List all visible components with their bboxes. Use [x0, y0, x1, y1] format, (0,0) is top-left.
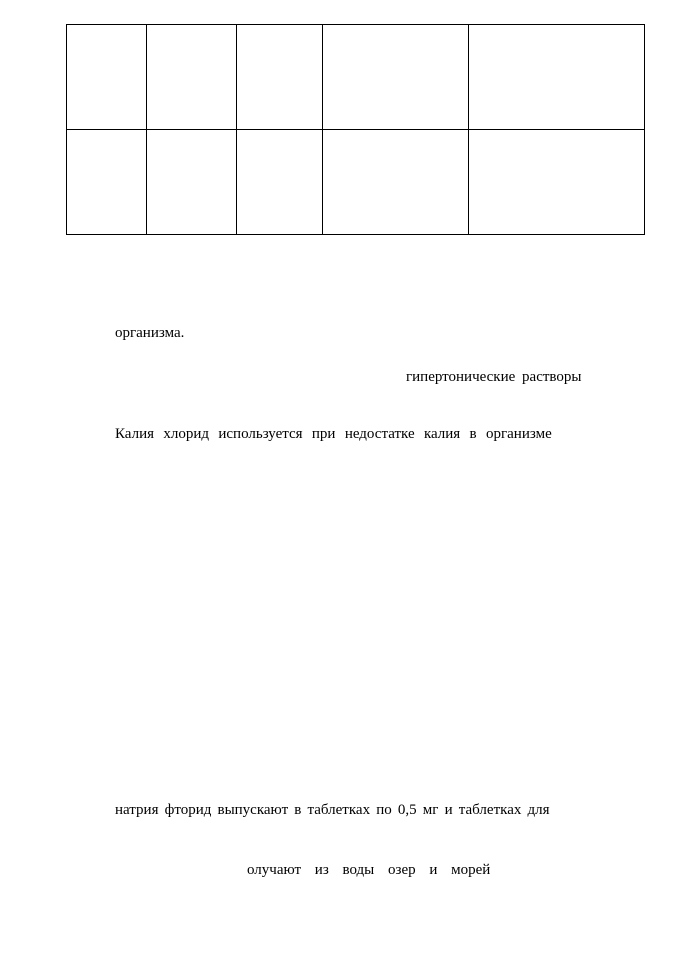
text-line-potassium-chloride: Калия хлорид используется при недостатке калия в организме — [115, 426, 552, 442]
table-cell — [147, 130, 237, 235]
table-row — [67, 25, 645, 130]
empty-table — [66, 24, 645, 235]
table-cell — [323, 25, 469, 130]
table-cell — [237, 130, 323, 235]
table-row — [67, 130, 645, 235]
text-line-hypertonic-solutions: гипертонические растворы — [406, 369, 582, 385]
table-cell — [323, 130, 469, 235]
text-line-sodium-fluoride: натрия фторид выпускают в таблетках по 0,5 мг и таблетках для — [115, 802, 550, 818]
table-cell — [67, 25, 147, 130]
table-cell — [469, 130, 645, 235]
text-line-obtained-from-water: олучают из воды озер и морей — [247, 862, 491, 878]
table-cell — [237, 25, 323, 130]
table-cell — [469, 25, 645, 130]
table-cell — [147, 25, 237, 130]
table-cell — [67, 130, 147, 235]
text-line-organism: организма. — [115, 325, 185, 341]
